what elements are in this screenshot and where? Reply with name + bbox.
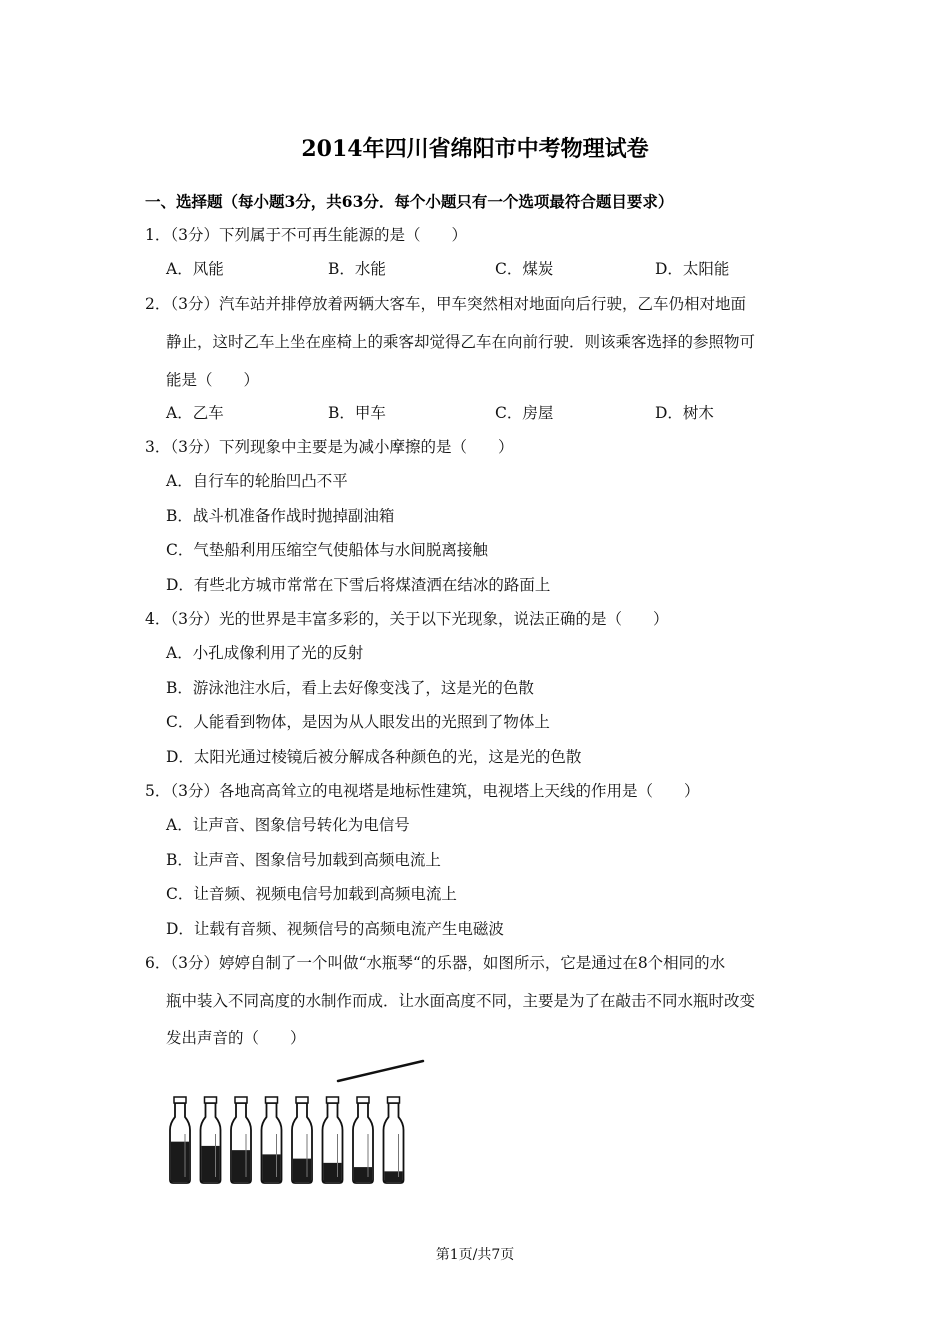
bottle-cap [327, 1097, 339, 1103]
q4-option-b[interactable]: B．游泳池注水后，看上去好像变浅了，这是光的色散 [166, 679, 534, 697]
bottle [353, 1097, 373, 1183]
bottle-water [354, 1167, 372, 1182]
q1-option-d[interactable]: D．太阳能 [655, 260, 730, 278]
question-6-stem-2: 瓶中装入不同高度的水制作而成．让水面高度不同，主要是为了在敲击不同水瓶时改变 [166, 992, 756, 1010]
bottle-outline [384, 1103, 404, 1183]
bottle-cap [174, 1097, 186, 1103]
bottle [384, 1097, 404, 1183]
bottle-water [293, 1159, 311, 1182]
question-6-stem-3: 发出声音的（ ） [166, 1029, 306, 1047]
question-2-stem-1: 2．（3分）汽车站并排停放着两辆大客车，甲车突然相对地面向后行驶，乙车仍相对地面 [145, 295, 746, 313]
bottle-water [263, 1154, 281, 1182]
q3-option-b[interactable]: B．战斗机准备作战时抛掉副油箱 [166, 507, 395, 525]
q5-option-a[interactable]: A．让声音、图象信号转化为电信号 [166, 816, 410, 834]
q5-option-c[interactable]: C．让音频、视频电信号加载到高频电流上 [166, 885, 457, 903]
question-1-stem: 1．（3分）下列属于不可再生能源的是（ ） [145, 226, 467, 244]
q2-option-a[interactable]: A．乙车 [166, 404, 224, 422]
page-footer: 第1页/共7页 [435, 1247, 515, 1263]
q3-option-d[interactable]: D．有些北方城市常常在下雪后将煤渣洒在结冰的路面上 [166, 576, 551, 594]
bottle-cap [205, 1097, 217, 1103]
question-6-stem-1: 6．（3分）婷婷自制了一个叫做“水瓶琴“的乐器，如图所示，它是通过在8个相同的水 [145, 954, 726, 972]
question-3-stem: 3．（3分）下列现象中主要是为减小摩擦的是（ ） [145, 438, 514, 456]
q3-option-a[interactable]: A．自行车的轮胎凹凸不平 [166, 472, 348, 490]
bottle-cap [388, 1097, 400, 1103]
q2-option-d[interactable]: D．树木 [655, 404, 714, 422]
q2-option-c[interactable]: C．房屋 [495, 404, 554, 422]
q5-option-b[interactable]: B．让声音、图象信号加载到高频电流上 [166, 851, 441, 869]
bottle [231, 1097, 251, 1183]
q2-option-b[interactable]: B．甲车 [328, 404, 386, 422]
striking-stick [338, 1061, 423, 1081]
page-title: 2014年四川省绵阳市中考物理试卷 [301, 136, 649, 162]
question-4-stem: 4．（3分）光的世界是丰富多彩的，关于以下光现象，说法正确的是（ ） [145, 610, 669, 628]
q1-option-a[interactable]: A．风能 [166, 260, 224, 278]
q1-option-b[interactable]: B．水能 [328, 260, 386, 278]
q3-option-c[interactable]: C．气垫船利用压缩空气使船体与水间脱离接触 [166, 541, 488, 559]
bottle [323, 1097, 343, 1183]
bottle-cap [266, 1097, 278, 1103]
bottle-water [202, 1146, 220, 1182]
bottle-cap [235, 1097, 247, 1103]
bottle-cap [357, 1097, 369, 1103]
q4-option-a[interactable]: A．小孔成像利用了光的反射 [166, 644, 364, 662]
bottle [262, 1097, 282, 1183]
question-2-stem-3: 能是（ ） [166, 371, 260, 389]
water-bottle-instrument-figure [160, 1055, 440, 1190]
bottle-water [171, 1142, 189, 1182]
bottle [170, 1097, 190, 1183]
bottle [292, 1097, 312, 1183]
bottle-water [232, 1150, 250, 1182]
q5-option-d[interactable]: D．让载有音频、视频信号的高频电流产生电磁波 [166, 920, 504, 938]
bottle-water [385, 1171, 403, 1182]
q4-option-c[interactable]: C．人能看到物体，是因为从人眼发出的光照到了物体上 [166, 713, 550, 731]
question-5-stem: 5．（3分）各地高高耸立的电视塔是地标性建筑，电视塔上天线的作用是（ ） [145, 782, 700, 800]
bottle [201, 1097, 221, 1183]
question-2-stem-2: 静止，这时乙车上坐在座椅上的乘客却觉得乙车在向前行驶．则该乘客选择的参照物可 [166, 333, 756, 351]
q1-option-c[interactable]: C．煤炭 [495, 260, 554, 278]
bottle-cap [296, 1097, 308, 1103]
bottle-water [324, 1163, 342, 1182]
q4-option-d[interactable]: D．太阳光通过棱镜后被分解成各种颜色的光，这是光的色散 [166, 748, 582, 766]
section-heading: 一、选择题（每小题3分，共63分．每个小题只有一个选项最符合题目要求） [145, 192, 674, 211]
